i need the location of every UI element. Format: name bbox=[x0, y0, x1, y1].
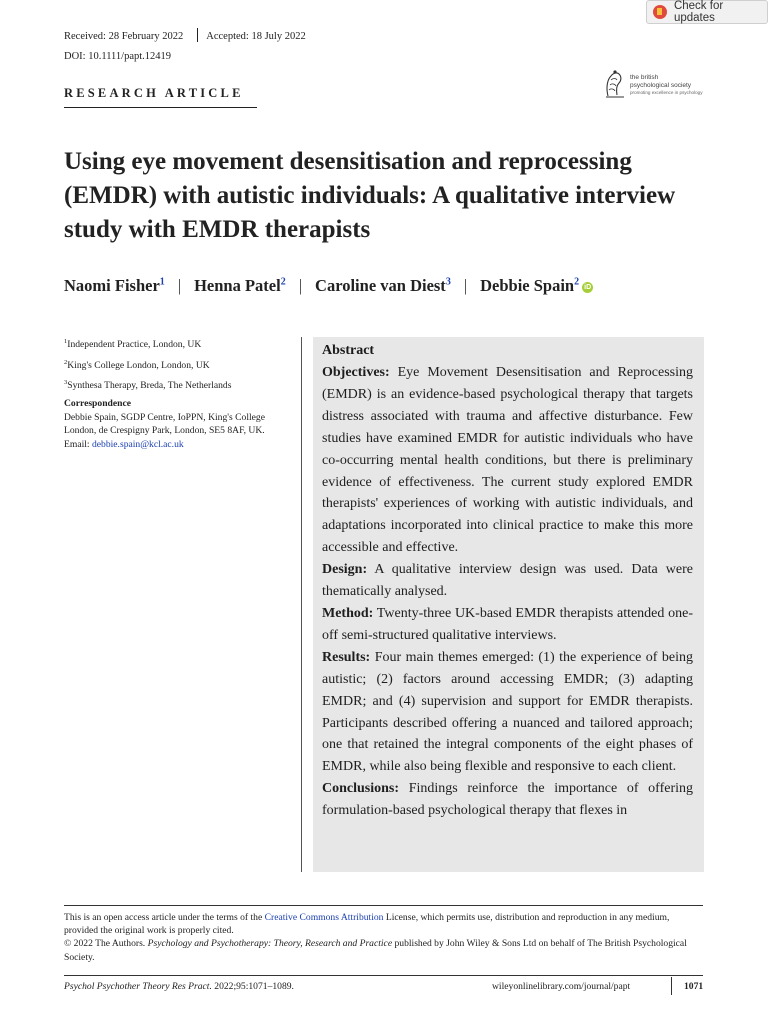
received-date: Received: 28 February 2022 bbox=[64, 31, 184, 42]
page-number: 1071 bbox=[684, 981, 704, 992]
author-affiliation-ref[interactable]: 1 bbox=[159, 276, 165, 288]
abstract-section: Results: Four main themes emerged: (1) the experience of being autistic; (2) factors around accessing EMDR; (3) adapting EMDR; and (4) supervision and support for EMDR therapists. Participants described offering a nuanced and tailored approach; one that retained the integral components of the eight phases of EMDR, while also being flexible and responsive to each client. bbox=[322, 649, 693, 775]
society-name-line2: psychological society bbox=[630, 81, 692, 89]
society-name-line1: the british bbox=[630, 74, 659, 81]
author-affiliation-ref[interactable]: 3 bbox=[445, 276, 451, 288]
affiliations bbox=[64, 333, 289, 395]
copyright-notice: © 2022 The Authors. Psychology and Psychotherapy: Theory, Research and Practice published by John Wiley & Sons Ltd on behalf of The British Psychological Society. bbox=[64, 938, 687, 963]
date-divider bbox=[197, 28, 198, 42]
affiliation-item: $^2$King's College London, London, UK bbox=[64, 358, 210, 371]
abstract-section: Conclusions: Findings reinforce the importance of offering formulation-based psychological therapy that flexes in bbox=[322, 781, 694, 819]
author-divider: | bbox=[463, 276, 468, 295]
correspondence bbox=[64, 397, 279, 451]
check-for-updates-label: Check for updates bbox=[673, 0, 724, 24]
crossmark-icon bbox=[653, 5, 667, 19]
crest-icon bbox=[604, 68, 626, 100]
affiliation-item: $^1$Independent Practice, London, UK bbox=[64, 338, 202, 351]
affiliation-item: $^3$Synthesa Therapy, Breda, The Netherlands bbox=[64, 379, 232, 392]
email-link[interactable]: debbie.spain@kcl.ac.uk bbox=[91, 438, 184, 450]
article-title: Using eye movement desensitisation and reprocessing (EMDR) with autistic individuals: A qualitative interview study with EMDR therapists bbox=[64, 148, 676, 243]
accepted-date: Accepted: 18 July 2022 bbox=[206, 31, 306, 42]
license-notice: This is an open access article under the terms of the Creative Commons Attribution License, which permits use, distribution and reproduction in any medium, provided the original work is properly cited. © 2022 The Authors. Psychology and Psychotherapy: Theory, Research and Practice published by John Wiley & Sons Ltd on behalf of The British Psychological Society. bbox=[64, 911, 704, 964]
doi: DOI: 10.1111/papt.12419 bbox=[64, 51, 172, 62]
check-for-updates-button[interactable] bbox=[646, 0, 768, 24]
correspondence-email-line: Email: debbie.spain@kcl.ac.uk bbox=[64, 438, 184, 450]
article-type: RESEARCH ARTICLE bbox=[64, 86, 244, 100]
author-divider: | bbox=[298, 276, 303, 295]
abstract-section: Objectives: Eye Movement Desensitisation and Reprocessing (EMDR) is an evidence-based psychological therapy that targets distress associated with trauma and affective disturbance. Few studies have examined EMDR for autistic individuals who have co-occurring mental health conditions, but there is preliminary evidence of effectiveness. The current study explored EMDR therapists' experiences of working with autistic individuals, and adaptations incorporated into clinical practice to make this more accessible and effective. bbox=[322, 365, 694, 556]
abstract-divider bbox=[301, 337, 302, 872]
abstract-section: Design: A qualitative interview design was used. Data were thematically analysed. bbox=[322, 562, 693, 600]
footer-divider bbox=[64, 905, 703, 906]
abstract-heading: Abstract bbox=[322, 343, 375, 358]
author-affiliation-ref[interactable]: 2 bbox=[574, 276, 580, 288]
abstract-box bbox=[313, 337, 704, 872]
abstract-section: Method: Twenty-three UK-based EMDR therapists attended one-off semi-structured qualitative interviews. bbox=[322, 605, 693, 643]
article-dates bbox=[64, 28, 306, 42]
society-logo bbox=[604, 68, 714, 102]
correspondence-address: Debbie Spain, SGDP Centre, IoPPN, King's College London, de Crespigny Park, London, SE5 8AF, UK. bbox=[64, 411, 265, 436]
page-number-divider bbox=[671, 977, 672, 995]
journal-citation: Psychol Psychother Theory Res Pract. 2022;95:1071–1089. bbox=[64, 981, 294, 992]
author-name[interactable]: Caroline van Diest bbox=[315, 276, 446, 295]
orcid-icon[interactable]: iD bbox=[584, 284, 592, 291]
author-name[interactable]: Debbie Spain bbox=[480, 276, 575, 295]
society-tagline: promoting excellence in psychology bbox=[630, 90, 703, 95]
author-divider: | bbox=[177, 276, 182, 295]
journal-url[interactable]: wileyonlinelibrary.com/journal/papt bbox=[492, 981, 631, 992]
correspondence-label: Correspondence bbox=[64, 398, 131, 409]
article-type-underline bbox=[64, 107, 257, 108]
creative-commons-link[interactable]: Creative Commons Attribution bbox=[264, 912, 384, 923]
footer-divider bbox=[64, 975, 703, 976]
author-affiliation-ref[interactable]: 2 bbox=[280, 276, 286, 288]
author-name[interactable]: Henna Patel bbox=[194, 276, 281, 295]
author-list bbox=[64, 276, 593, 296]
author-name[interactable]: Naomi Fisher bbox=[64, 276, 160, 295]
